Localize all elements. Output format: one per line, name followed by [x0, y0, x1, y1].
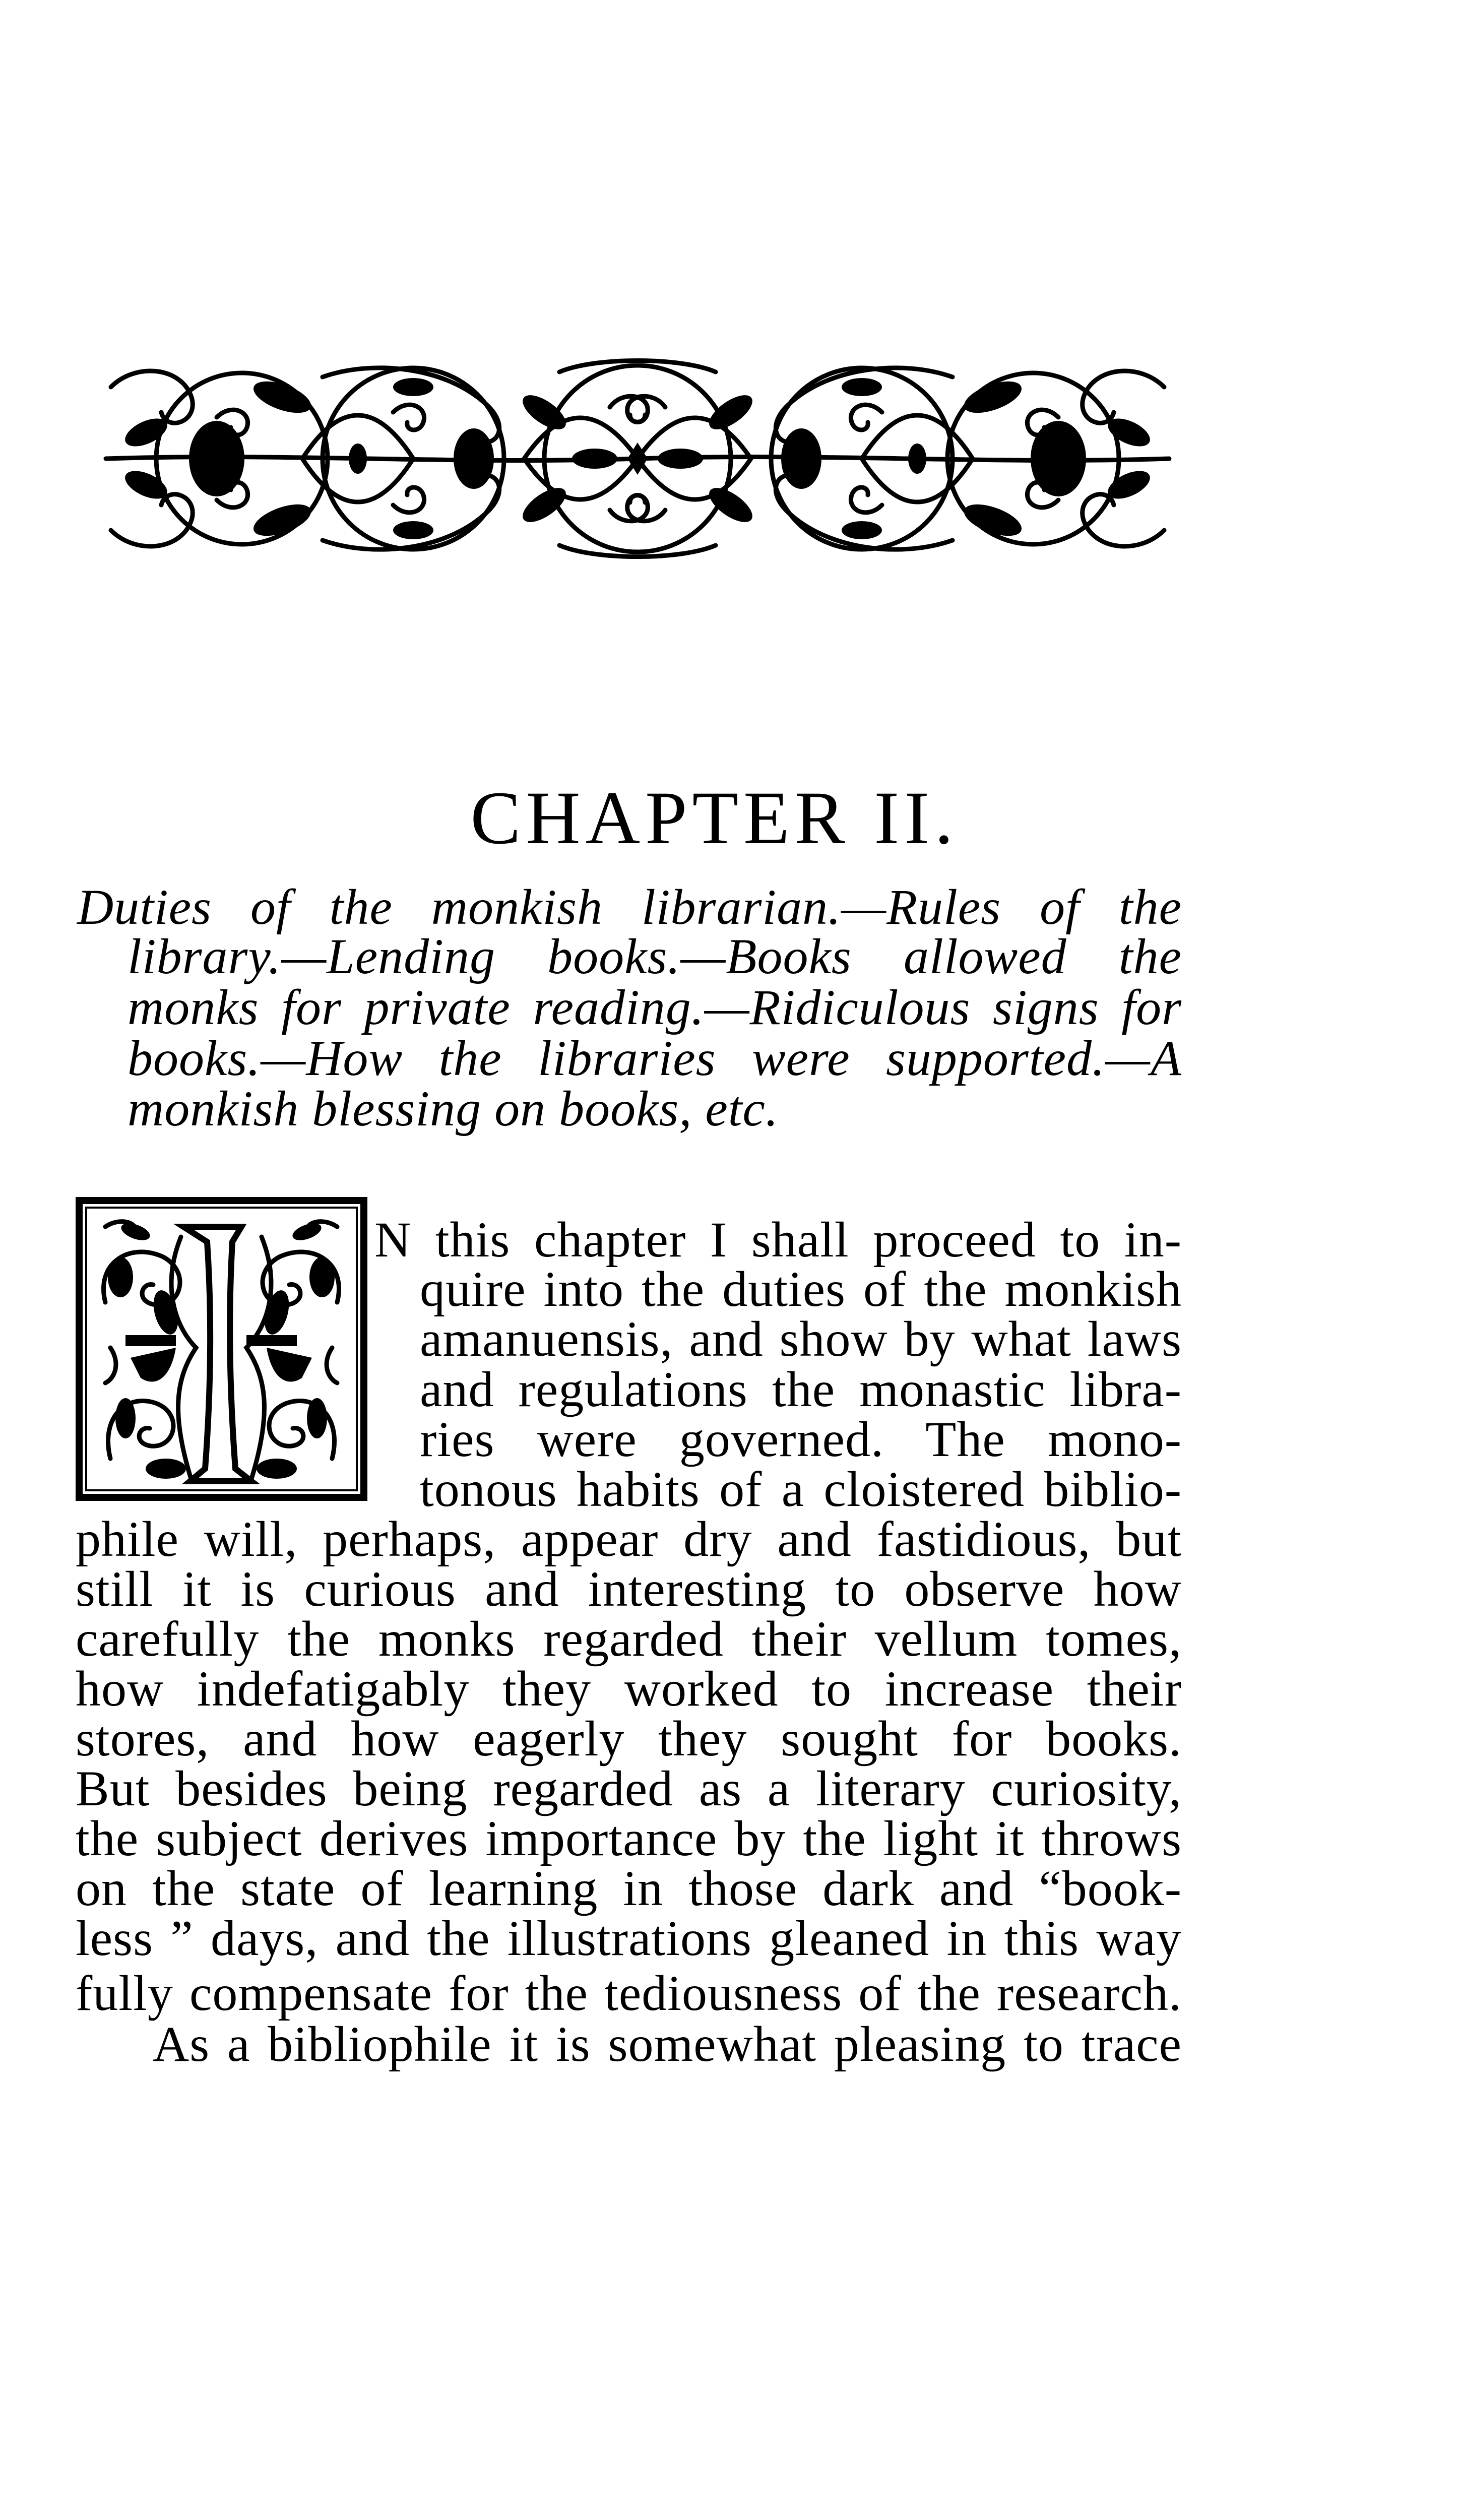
body-line: tonous habits of a cloistered biblio- — [420, 1461, 1182, 1517]
synopsis-line: monks for private reading.—Ridiculous signs for — [128, 979, 1182, 1035]
body-line: still it is curious and interesting to observe how — [76, 1561, 1182, 1617]
body-line: on the state of learning in those dark and “book- — [76, 1860, 1182, 1916]
drop-cap-letter: I — [221, 1196, 222, 1197]
body-text — [0, 1196, 1459, 2072]
chapter-heading: CHAPTER II. — [470, 776, 959, 860]
synopsis-line: monkish blessing on books, etc. — [128, 1081, 779, 1137]
drop-cap — [75, 1196, 368, 1501]
body-line: less ” days, and the illustrations gleaned in this way — [76, 1910, 1182, 1966]
body-line: ries were governed. The mono- — [420, 1411, 1182, 1467]
body-line: As a bibliophile it is somewhat pleasing to trace — [153, 2016, 1182, 2072]
body-line: fully compensate for the tediousness of the research. — [76, 1965, 1182, 2021]
body-line: quire into the duties of the monkish — [420, 1261, 1182, 1317]
body-line: But besides being regarded as a literary curiosity, — [76, 1760, 1182, 1816]
body-line: stores, and how eagerly they sought for books. — [76, 1711, 1182, 1767]
body-line: and regulations the monastic libra- — [420, 1361, 1182, 1417]
synopsis-line: books.—How the libraries were supported.—A — [128, 1030, 1182, 1086]
body-line: carefully the monks regarded their vellum tomes, — [76, 1611, 1182, 1667]
body-line: how indefatigably they worked to increase their — [76, 1661, 1182, 1717]
decorated-initial-icon — [75, 1196, 368, 1501]
ornamental-headpiece-icon — [91, 357, 1184, 560]
synopsis-line: Duties of the monkish librarian.—Rules of the — [77, 879, 1182, 935]
body-line: the subject derives importance by the light it throws — [76, 1810, 1182, 1866]
synopsis-line: library.—Lending books.—Books allowed the — [128, 928, 1182, 984]
body-line: phile will, perhaps, appear dry and fastidious, but — [76, 1511, 1182, 1567]
chapter-synopsis — [0, 879, 1459, 1137]
body-line: N this chapter I shall proceed to in- — [374, 1212, 1182, 1268]
body-line: amanuensis, and show by what laws — [420, 1311, 1182, 1367]
